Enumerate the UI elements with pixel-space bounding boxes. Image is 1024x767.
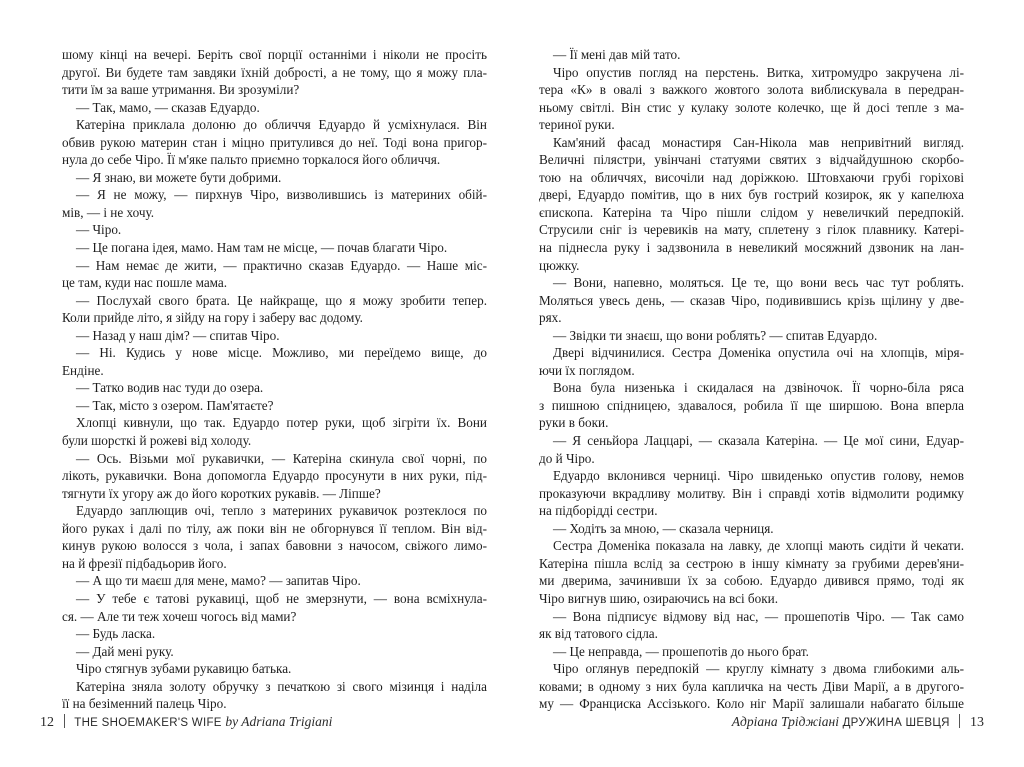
right-page-text <box>539 46 964 713</box>
text-line: ньому світлі. Він стис у кулаку золоте колечко, ще й досі тепле з ма- <box>539 99 964 115</box>
text-line: тера «К» в овалі з важкого жовтого золота виблискувала в передран- <box>539 82 964 98</box>
text-line: — Вона підписує відмову від нас, — прошепотів Чіро. — Так само <box>553 608 964 624</box>
text-line: Чіро вигнув шию, озираючись на всі боки. <box>539 590 778 606</box>
text-line: Ендіне. <box>62 362 104 378</box>
text-line: Вона була низенька і скидалася на дзвіночок. Її чорно-біла ряса <box>553 380 964 396</box>
text-line: як від татового сідла. <box>539 626 658 642</box>
text-line: Катеріна приклала долоню до обличчя Едуардо й усміхнулася. Він <box>76 117 487 133</box>
text-line: Хлопці кивнули, що так. Едуардо потер руки, щоб зігріти їх. Вони <box>76 415 487 431</box>
footer-divider <box>959 714 960 728</box>
text-line: териної руки. <box>539 117 615 133</box>
text-line: — Це неправда, — прошепотів до нього брат. <box>553 643 809 659</box>
text-line: обвив рукою материн стан і міцно притулився до неї. Тоді вона пригор- <box>62 134 487 150</box>
text-line: кинув рукою волосся з чола, і запах бавовни з начосом, свіжого лимо- <box>62 538 487 554</box>
text-line: єпископа. Катеріна та Чіро пішли слідом у невеличкий передпокій. <box>539 204 964 220</box>
text-line: на й фрезії підбадьорив його. <box>62 555 227 571</box>
text-line: руки в боки. <box>539 415 609 431</box>
text-line: ся. — Але ти теж хочеш чогось від мами? <box>62 608 297 624</box>
text-line: Коли прийде літо, я зійду на гору і заберу вас додому. <box>62 310 363 326</box>
text-line: Катеріна пішла вслід за сестрою в іншу кімнату за грубими дерев'яни- <box>539 555 964 571</box>
text-line: мів, — і не хочу. <box>62 204 155 220</box>
text-line: Едуардо вклонився черниці. Чіро швиденько опустив голову, немов <box>553 468 964 484</box>
text-line: цюжку. <box>539 257 580 273</box>
text-line: Кам'яний фасад монастиря Сан-Нікола мав непривітний вигляд. <box>553 134 964 150</box>
text-line: двері, Едуардо помітив, що в них був гострий козирок, як у капелюха <box>539 187 964 203</box>
text-line: Чіро стягнув зубами рукавицю батька. <box>76 661 292 677</box>
left-page-text <box>62 46 487 713</box>
text-line: були шорсткі й рожеві від холоду. <box>62 433 252 449</box>
left-running-title: THE SHOEMAKER'S WIFE <box>74 717 222 729</box>
text-line: — Нам немає де жити, — практично сказав Едуардо. — Наше міс- <box>76 257 487 273</box>
text-line: — Послухай свого брата. Це найкраще, що я можу зробити тепер. <box>76 292 487 308</box>
text-line: Едуардо заплющив очі, тепло з материних рукавичок розтеклося по <box>76 503 487 519</box>
text-line: на підборідді сестри. <box>539 503 658 519</box>
text-line: — Будь ласка. <box>76 626 156 642</box>
text-line: тою на обличчях, височіли над доріжкою. Штовхаючи грубі горіхові <box>539 169 964 185</box>
text-line: шому кінці на вечері. Беріть свої порції останніми і ніколи не просіть <box>62 47 487 62</box>
text-line: Струсили сніг із черевиків на мату, сплетену з гілок плавнику. Катері- <box>539 222 964 238</box>
text-line: Двері відчинилися. Сестра Доменіка опустила очі на хлопців, міря- <box>553 345 964 361</box>
text-line: — Ось. Візьми мої рукавички, — Катеріна скинула свої чорні, по <box>76 450 487 466</box>
text-line: — Назад у наш дім? — спитав Чіро. <box>76 327 280 343</box>
text-line: тягнути їх угору аж до його коротких рукавів. — Ліпше? <box>62 485 381 501</box>
text-line: — Я сеньйора Лаццарі, — сказала Катеріна. — Це мої сини, Едуар- <box>553 433 964 449</box>
text-line: ючи їх поглядом. <box>539 362 635 378</box>
text-line: з пишною спідницею, здавалося, робила її ще ширшою. Вона вперла <box>539 397 964 413</box>
text-line: — Так, мамо, — сказав Едуардо. <box>76 99 260 115</box>
text-line: му — Франциска Ассізького. Коло ніг Марії залишали набагато більше <box>539 696 964 712</box>
text-line: проказуючи вкрадливу молитву. Він і справді хотів відмолити родимку <box>539 485 964 501</box>
text-line: — А що ти маєш для мене, мамо? — запитав Чіро. <box>76 573 361 589</box>
text-line: Чіро оглянув передпокій — круглу кімнату з двома глибокими аль- <box>553 661 964 677</box>
left-running-author: by Adriana Trigiani <box>225 714 333 729</box>
text-line: — Я не можу, — пирхнув Чіро, визволившись із материних обій- <box>76 187 487 203</box>
text-line: — Ні. Кудись у нове місце. Можливо, ми переїдемо вище, до <box>76 345 487 361</box>
text-line: — Вони, напевно, моляться. Це те, що вони весь час тут роблять. <box>553 275 964 291</box>
text-line: рях. <box>539 310 562 326</box>
text-line: — Татко водив нас туди до озера. <box>76 380 264 396</box>
text-line: — Так, місто з озером. Пам'ятаєте? <box>76 397 274 413</box>
text-line: — Звідки ти знаєш, що вони роблять? — спитав Едуардо. <box>553 327 878 343</box>
text-line: — Я знаю, ви можете бути добрими. <box>76 169 282 185</box>
text-line: — Чіро. <box>76 222 122 238</box>
text-line: Величні пілястри, увінчані статуями святих з відчайдушною скорбо- <box>539 152 964 168</box>
text-line: до й Чіро. <box>539 450 595 466</box>
right-footer <box>732 714 984 731</box>
text-line: — Ходіть за мною, — сказала черниця. <box>553 520 774 536</box>
right-running-author: Адріана Тріджіані <box>731 714 839 729</box>
left-footer <box>40 714 332 731</box>
left-page-number: 12 <box>40 715 54 730</box>
text-line: тити їм за ваше утримання. Ви зрозуміли? <box>62 82 300 98</box>
text-line: на піднесла руку і задзвонила в невеликий мосяжний дзвоник на лан- <box>539 240 964 256</box>
text-line: — Її мені дав мій тато. <box>553 47 681 62</box>
text-line: його руках і далі по тілу, аж поки він не обгорнувся її теплом. Він від- <box>62 520 487 536</box>
text-line: це там, куди нас пошле мама. <box>62 275 228 291</box>
text-line: її на безіменний палець Чіро. <box>62 696 227 712</box>
footer-divider <box>64 714 65 728</box>
text-line: ковами; в одному з них була капличка на честь Діви Марії, а в другого- <box>539 678 964 694</box>
right-page-number: 13 <box>970 715 984 730</box>
text-line: нула до себе Чіро. Її м'яке пальто приємно торкалося його обличчя. <box>62 152 441 168</box>
text-line: — Це погана ідея, мамо. Нам там не місце, — почав благати Чіро. <box>76 240 448 256</box>
text-line: — У тебе є татові рукавиці, щоб не змерзнути, — вона всміхнула- <box>76 590 487 606</box>
text-line: Катеріна зняла золоту обручку з печаткою зі свого мізинця і наділа <box>76 678 487 694</box>
text-line: Сестра Доменіка показала на лавку, де хлопці мають сидіти й чекати. <box>553 538 964 554</box>
text-line: Чіро опустив погляд на перстень. Витка, хитромудро закручена лі- <box>553 64 964 80</box>
text-line: — Дай мені руку. <box>76 643 174 659</box>
text-line: лікоть, рукавички. Вона допомогла Едуардо просунути в них руки, під- <box>62 468 487 484</box>
text-line: Моляться увесь день, — сказав Чіро, подивившись крізь щілину у две- <box>539 292 964 308</box>
right-running-title: ДРУЖИНА ШЕВЦЯ <box>842 717 950 729</box>
text-line: другої. Ви будете там завдяки їхній добрості, а не тому, що я можу пла- <box>62 64 487 80</box>
text-line: ми дверима, зачинивши їх за собою. Едуардо дивився прямо, тоді як <box>539 573 964 589</box>
